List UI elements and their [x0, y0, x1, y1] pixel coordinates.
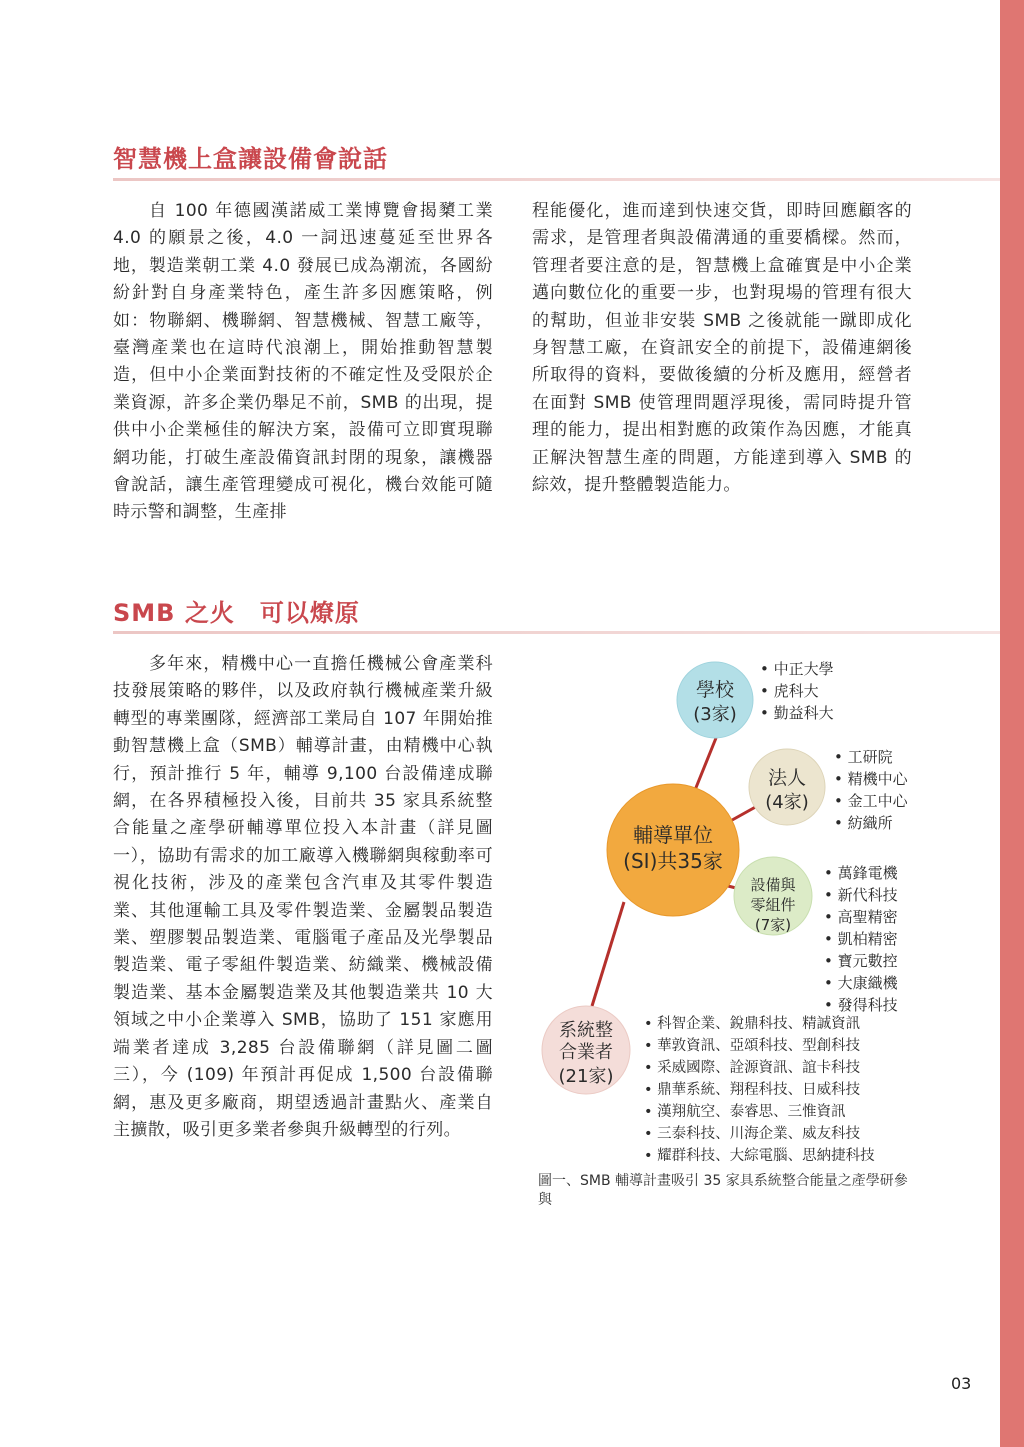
- section-divider: [113, 631, 1000, 634]
- member-item: • 勤益科大: [760, 704, 834, 722]
- member-item: • 虎科大: [760, 682, 819, 700]
- equipment-member-list: [824, 864, 899, 1014]
- member-item: • 金工中心: [834, 792, 908, 810]
- center-node-line1: 輔導單位: [633, 823, 713, 847]
- section-title-smart-box: 智慧機上盒讓設備會說話: [113, 145, 388, 173]
- integrator-node-line3: (21家): [558, 1066, 614, 1087]
- member-item: • 發得科技: [824, 996, 898, 1014]
- member-item: • 精機中心: [834, 770, 908, 788]
- equipment-node-line1: 設備與: [750, 876, 796, 894]
- body-paragraph-2: 程能優化，進而達到快速交貨，即時回應顧客的需求，是管理者與設備溝通的重要橋樑。然而，管理者要注意的是，智慧機上盒確實是中小企業邁向數位化的重要一步，也對現場的管理有很大的幫助，但並非安裝 SMB 之後就能一蹴即成化身智慧工廠，在資訊安全的前提下，設備連網後所取得的資料，要做後續的分析及應用，經營者在面對 SMB 使管理問題浮現後，需同時提升管理的能力，提出相對應的政策作為因應，才能真正解決智慧生產的問題，方能達到導入 SMB 的綜效，提升整體製造能力。: [532, 201, 912, 496]
- member-item: • 華敦資訊、亞頌科技、型創科技: [644, 1038, 861, 1054]
- organization-diagram: [536, 652, 926, 1162]
- school-node-line2: (3家): [693, 704, 737, 725]
- member-item: • 高聖精密: [824, 908, 898, 926]
- legal-member-list: [834, 748, 909, 832]
- integrator-member-list: [644, 1014, 875, 1162]
- member-item: • 漢翔航空、泰睿思、三惟資訊: [644, 1104, 846, 1120]
- section-title-smb-fire: SMB 之火 可以燎原: [113, 599, 360, 627]
- member-item: • 萬鋒電機: [824, 864, 898, 882]
- member-item: • 凱柏精密: [824, 930, 898, 948]
- figure-caption: 圖一、SMB 輔導計畫吸引 35 家具系統整合能量之產學研參與: [538, 1173, 908, 1208]
- member-item: • 新代科技: [824, 886, 898, 904]
- member-item: • 大康織機: [824, 974, 898, 992]
- page-number: 03: [951, 1374, 972, 1393]
- school-member-list: [760, 660, 834, 722]
- integrator-node-line2: 合業者: [559, 1042, 613, 1063]
- connector-integrator: [592, 902, 624, 1006]
- member-item: • 耀群科技、大綜電腦、思納捷科技: [644, 1148, 875, 1162]
- section-divider: [113, 178, 1000, 181]
- body-paragraph-3: 多年來，精機中心一直擔任機械公會產業科技發展策略的夥伴，以及政府執行機械產業升級轉型的專業團隊，經濟部工業局自 107 年開始推動智慧機上盒（SMB）輔導計畫，由精機中心執行，預計推行 5 年，輔導 9,100 台設備達成聯網，在各界積極投入後，目前共 35 家具系統整合能量之產學研輔導單位投入本計畫（詳見圖一），協助有需求的加工廠導入機聯網與稼動率可視化技術，涉及的產業包含汽車及其零件製造業、其他運輸工具及零件製造業、金屬製品製造業、塑膠製品製造業、電腦電子產品及光學製品製造業、電子零組件製造業、紡織業、機械設備製造業、基本金屬製造業及其他製造業共 10 大領域之中小企業導入 SMB，協助了 151 家應用端業者達成 3,285 台設備聯網（詳見圖二圖三），今 (109) 年預計再促成 1,500 台設備聯網，惠及更多廠商，期望透過計畫點火、產業自主擴散，吸引更多業者參與升級轉型的行列。: [113, 654, 493, 1140]
- member-item: • 三泰科技、川海企業、威友科技: [644, 1126, 861, 1142]
- member-item: • 寶元數控: [824, 952, 898, 970]
- equipment-node-line3: (7家): [754, 916, 792, 934]
- member-item: • 采威國際、詮源資訊、誼卡科技: [644, 1060, 861, 1076]
- member-item: • 鼎華系統、翔程科技、日威科技: [644, 1082, 861, 1098]
- member-item: • 紡織所: [834, 814, 893, 832]
- member-item: • 工研院: [834, 748, 893, 766]
- equipment-node-line2: 零組件: [750, 896, 796, 914]
- legal-node-line1: 法人: [767, 767, 807, 789]
- member-item: • 科智企業、銳鼎科技、精誠資訊: [644, 1016, 861, 1032]
- center-node-line2: (SI)共35家: [623, 849, 723, 873]
- member-item: • 中正大學: [760, 660, 834, 678]
- body-paragraph-1: 自 100 年德國漢諾威工業博覽會揭櫫工業 4.0 的願景之後，4.0 一詞迅速蔓延至世界各地，製造業朝工業 4.0 發展已成為潮流，各國紛紛針對自身產業特色，產生許多因應策略，例如：物聯網、機聯網、智慧機械、智慧工廠等，臺灣產業也在這時代浪潮上，開始推動智慧製造，但中小企業面對技術的不確定性及受限於企業資源，許多企業仍舉足不前，SMB 的出現，提供中小企業極佳的解決方案，設備可立即實現聯網功能，打破生產設備資訊封閉的現象，讓機器會說話，讓生產管理變成可視化，機台效能可隨時示警和調整，生產排: [113, 201, 493, 523]
- page-side-bar: [1000, 0, 1024, 1447]
- integrator-node-line1: 系統整: [559, 1020, 613, 1041]
- school-node-line1: 學校: [695, 679, 735, 701]
- legal-node-line2: (4家): [765, 792, 809, 813]
